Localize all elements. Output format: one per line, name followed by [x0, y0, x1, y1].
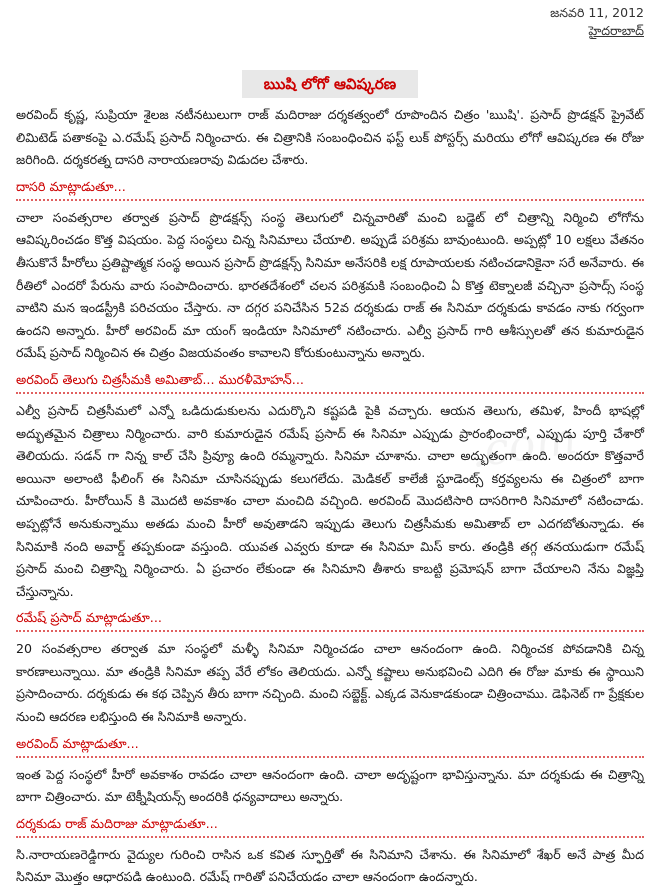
section-text-aravind: ఇంత పెద్ద సంస్థలో హీరో అవకాశం రావడం చాలా ఆనందంగా ఉంది. చాలా అదృష్టంగా భావిస్తున్నాను. మా దర్శకుడు ఈ చిత్రాన్ని బాగా చిత్రించారు. మా టెక్నీషియన్స్ అందరికి ధన్యవాదాలు అన్నారు. [16, 766, 644, 805]
dateline [550, 4, 644, 40]
place-text: హైదరాబాద్ [588, 23, 644, 38]
section-heading-dasari: దాసరి మాట్లాడుతూ... [16, 179, 644, 201]
intro-paragraph: అరవింద్ కృష్ణ, సుప్రియా శైలజ నటీనటులుగా రాజ్ మదిరాజు దర్శకత్వంలో రూపొందిన చిత్రం 'ఋషి'. ప్రసాద్ ప్రొడక్షన్ ప్రైవేట్ లిమిటెడ్ పతాకంపై ఎ.రమేష్ ప్రసాద్ నిర్మించారు. ఈ చిత్రానికి సంబంధించిన ఫస్ట్ లుక్ పోస్టర్స్ మరియు లోగో ఆవిష్కరణ ఈ రోజు జరిగింది. దర్శకరత్న దాసరి నారాయణరావు విడుదల చేశారు. [16, 107, 644, 168]
section-text-director: సి.నారాయణరెడ్డిగారు వైద్యుల గురించి రాసిన ఒక కవిత స్ఫూర్తితో ఈ సినిమాని చేశాను. ఈ సినిమాలో శేఖర్ అనే పాత్ర మీద సినిమా మొత్తం ఆధారపడి ఉంటుంది. రమేష్ గారితో పనిచేయడం చాలా ఆనందంగా ఉందన్నారు. [16, 846, 644, 885]
section-text-dasari: చాలా సంవత్సరాల తర్వాత ప్రసాద్ ప్రొడక్షన్స్ సంస్థ తెలుగులో చిన్నవారితో మంచి బడ్జెట్ లో చిత్రాన్ని నిర్మించి లోగోను ఆవిష్కరించడం కొత్త విషయం. పెద్ద సంస్థలు చిన్న సినిమాలు చేయాలి. అప్పుడే పరిశ్రమ బావుంటుంది. అప్పట్లో 10 లక్షలు వేతనం తీసుకొనే హీరోలు ప్రతిష్టాత్మక సంస్థ అయిన ప్రసాద్ ప్రొడక్షన్స్ సినిమా అనేసరికి లక్ష రూపాయలకు నటించడానికైనా సరే అనేవారు. ఈ రీతిలో ఎందరో పేరును వారు సంపాదించారు. భారతదేశంలో చలన పరిశ్రమకి సంబంధించి ఏ కొత్త టెక్నాలజీ వచ్చినా ప్రసాద్స్ సంస్థ వాటిని మన ఇండస్ట్రీకి పరిచయం చేస్తారు. నా దగ్గర పనిచేసిన 52వ దర్శకుడు రాజ్ ఈ సినిమా దర్శకుడు కావడం నాకు గర్వంగా ఉందని అన్నారు. హీరో అరవింద్ మా యంగ్ ఇండియా సినిమాలో నటించారు. ఎల్వీ ప్రసాద్ గారి ఆశీస్సులతో తన కుమారుడైన రమేష్ ప్రసాద్ నిర్మించిన ఈ చిత్రం విజయవంతం కావాలని కోరుకుంటున్నాను అన్నారు. [16, 209, 644, 361]
section-heading-aravind: అరవింద్ మాట్లాడుతూ... [16, 736, 644, 758]
section-heading-director: దర్శకుడు రాజ్ మదిరాజు మాట్లాడుతూ... [16, 816, 644, 838]
section-heading-murali-mohan: అరవింద్ తెలుగు చిత్రసీమకి అమితాబ్... మురళీమోహన్... [16, 372, 644, 394]
section-heading-ramesh-prasad: రమేష్ ప్రసాద్ మాట్లాడుతూ... [16, 610, 644, 632]
watermark: .com [466, 412, 580, 479]
date-text: జనవరి 11, 2012 [550, 5, 644, 20]
section-text-ramesh-prasad: 20 సంవత్సరాల తర్వాత మా సంస్థలో మళ్ళీ సినిమా నిర్మించడం చాలా ఆనందంగా ఉంది. నిర్మించక పోవడానికి చిన్న కారణాలున్నాయి. మా తండ్రికి సినిమా తప్ప వేరే లోకం తెలియదు. ఎన్నో కష్టాలు అనుభవించి ఎదిగి ఈ రోజు మాకు ఈ స్థాయిని ప్రసాదించారు. దర్శకుడు ఈ కథ చెప్పిన తీరు బాగా నచ్చింది. మంచి సబ్జెక్ట్. ఎక్కడ వెనుకాడకుండా చిత్రించాము. డెఫినెట్ గా ప్రేక్షకుల నుంచి ఆదరణ లభిస్తుంది ఈ సినిమాకి అన్నారు. [16, 641, 644, 725]
section-text-murali-mohan: ఎల్వీ ప్రసాద్ చిత్రసీమలో ఎన్నో ఒడిదుడుకులను ఎదుర్కొని కష్టపడి పైకి వచ్చారు. ఆయన తెలుగు, తమిళ, హిందీ భాషల్లో అద్భుతమైన చిత్రాలు నిర్మించారు. వారి కుమారుడైన రమేష్ ప్రసాద్ ఈ సినిమా ఎప్పుడు ప్రారంభించారో, ఎప్పుడు పూర్తి చేశారో తెలియదు. సడన్ గా నిన్న కాల్ చేసి ప్రివ్యూ ఉంది రమ్మన్నారు. సినిమా చూశాను. చాలా అద్భుతంగా ఉంది. అందరూ కొత్తవారే అయినా అలాంటి ఫీలింగ్ ఈ సినిమా చూసినప్పుడు కలుగలేదు. మెడికల్ కాలేజీ స్టూడెంట్స్ కర్తవ్యలను ఈ చిత్రంలో బాగా చూపించారు. హీరోయిన్ కి మొదటి అవకాశం చాలా మంచిది వచ్చింది. అరవింద్ మొదటిసారి దాసరిగారి సినిమాలో నటించాడు. అప్పట్లోనే అనుకున్నాము అతడు మంచి హీరో అవుతాడని ఇప్పుడు తెలుగు చిత్రసీమకు అమితాబ్ లా ఎదగబోతున్నాడు. ఈ సినిమాకి నంది అవార్డ్ తప్పకుండా వస్తుంది. యువత ఎవ్వరు కూడా ఈ సినిమా మిస్ కారు. తండ్రికి తగ్గ తనయుడుగా రమేష్ ప్రసాద్ మంచి చిత్రాన్ని నిర్మించారు. ఏ ప్రచారం లేకుండా ఈ సినిమాని తీశారు కాబట్టి ప్రమోషన్ బాగా చేయాలని నేను విజ్ఞప్తి చేస్తున్నాను. [16, 402, 644, 599]
title-wrap [0, 70, 660, 98]
article-title: ఋషి లోగో ఆవిష్కరణ [242, 70, 418, 98]
article-body [16, 104, 644, 889]
